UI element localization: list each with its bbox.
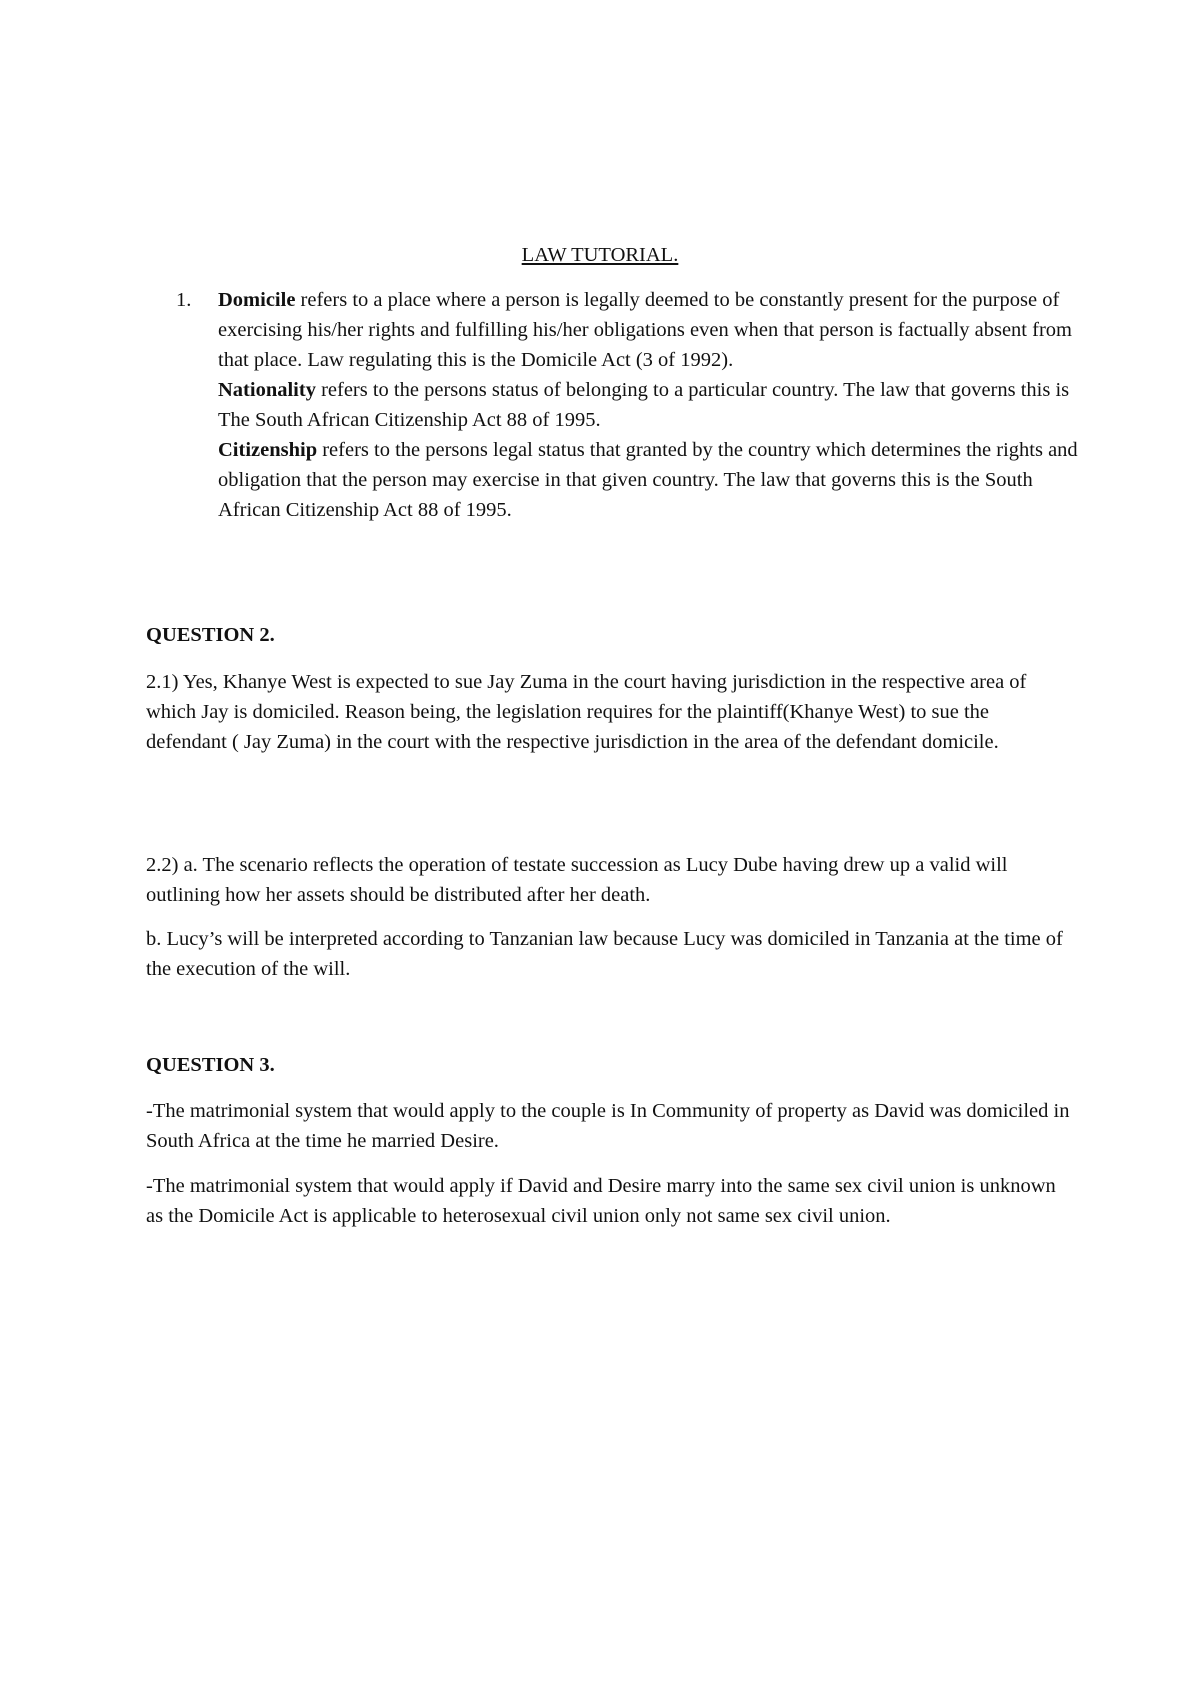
question-2-heading: QUESTION 2. xyxy=(146,624,275,646)
citizenship-term: Citizenship xyxy=(218,439,318,461)
nationality-definition xyxy=(218,375,1088,435)
answer-2-1: 2.1) Yes, Khanye West is expected to sue Jay Zuma in the court having jurisdiction in the respective area of which Jay is domiciled. Reason being, the legislation requires for the plaintiff(Khanye West) to sue the defendant ( Jay Zuma) in the court with the respective jurisdiction in the area of the defendant domicile. xyxy=(146,671,1027,753)
document-title: LAW TUTORIAL. xyxy=(521,244,679,266)
citizenship-text: refers to the persons legal status that granted by the country which determines the rights and obligation that the person may exercise in that given country. The law that governs this is the South African Citizenship Act 88 of 1995. xyxy=(218,439,1078,521)
list-number: 1. xyxy=(176,289,192,311)
question-3-heading: QUESTION 3. xyxy=(146,1054,275,1076)
answer-2-2-b: b. Lucy’s will be interpreted according to Tanzanian law because Lucy was domiciled in Tanzania at the time of the execution of the will. xyxy=(146,928,1063,980)
domicile-definition xyxy=(218,285,1088,375)
citizenship-definition xyxy=(218,435,1088,525)
nationality-term: Nationality xyxy=(218,379,316,401)
answer-3-1: -The matrimonial system that would apply to the couple is In Community of property as David was domiciled in South Africa at the time he married Desire. xyxy=(146,1100,1070,1152)
answer-2-2-a: 2.2) a. The scenario reflects the operation of testate succession as Lucy Dube having drew up a valid will outlining how her assets should be distributed after her death. xyxy=(146,854,1008,906)
question-1-body xyxy=(218,285,1088,525)
answer-3-2: -The matrimonial system that would apply if David and Desire marry into the same sex civil union is unknown as the Domicile Act is applicable to heterosexual civil union only not same sex civil union. xyxy=(146,1175,1056,1227)
domicile-term: Domicile xyxy=(218,289,296,311)
domicile-text: refers to a place where a person is legally deemed to be constantly present for the purpose of exercising his/her rights and fulfilling his/her obligations even when that person is factually absent from that place. Law regulating this is the Domicile Act (3 of 1992). xyxy=(218,289,1072,371)
nationality-text: refers to the persons status of belonging to a particular country. The law that governs this is The South African Citizenship Act 88 of 1995. xyxy=(218,379,1070,431)
